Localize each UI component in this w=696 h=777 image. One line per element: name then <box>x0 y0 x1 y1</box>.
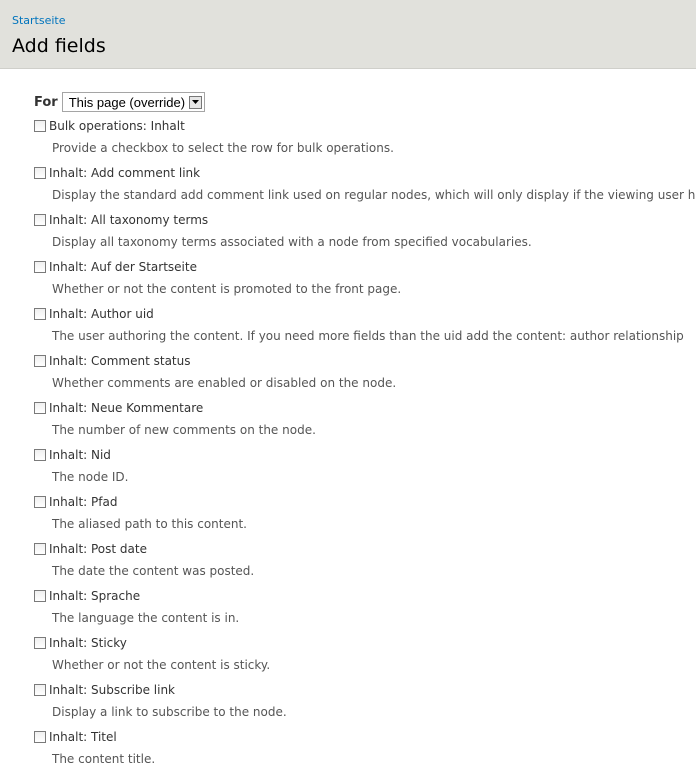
field-label[interactable]: Inhalt: Post date <box>49 542 147 556</box>
field-label[interactable]: Inhalt: Author uid <box>49 307 154 321</box>
field-option <box>34 495 696 542</box>
for-select-value: This page (override) <box>68 94 186 110</box>
field-description: The user authoring the content. If you need more fields than the uid add the content: author relationship <box>52 329 684 343</box>
field-checkbox[interactable] <box>34 637 46 649</box>
field-description: Display the standard add comment link used on regular nodes, which will only display if the viewing user h <box>52 188 696 202</box>
field-description: The aliased path to this content. <box>52 517 247 531</box>
field-option <box>34 213 696 260</box>
field-label[interactable]: Inhalt: Titel <box>49 730 117 744</box>
field-label[interactable]: Inhalt: Neue Kommentare <box>49 401 204 415</box>
field-checkbox[interactable] <box>34 731 46 743</box>
field-checkbox[interactable] <box>34 402 46 414</box>
field-label[interactable]: Inhalt: Pfad <box>49 495 118 509</box>
field-option <box>34 354 696 401</box>
field-label[interactable]: Inhalt: Nid <box>49 448 111 462</box>
field-description: Display all taxonomy terms associated with a node from specified vocabularies. <box>52 235 532 249</box>
chevron-down-icon[interactable] <box>189 96 202 109</box>
field-checkbox[interactable] <box>34 355 46 367</box>
field-checkbox[interactable] <box>34 684 46 696</box>
field-label[interactable]: Inhalt: All taxonomy terms <box>49 213 209 227</box>
field-description: Whether or not the content is promoted to the front page. <box>52 282 402 296</box>
field-checkbox[interactable] <box>34 449 46 461</box>
field-description: Whether comments are enabled or disabled on the node. <box>52 376 397 390</box>
field-checkbox[interactable] <box>34 543 46 555</box>
field-label[interactable]: Inhalt: Auf der Startseite <box>49 260 197 274</box>
field-description: Provide a checkbox to select the row for bulk operations. <box>52 141 394 155</box>
field-description: The date the content was posted. <box>52 564 255 578</box>
field-checkbox[interactable] <box>34 496 46 508</box>
field-checkbox[interactable] <box>34 120 46 132</box>
field-description: The language the content is in. <box>52 611 240 625</box>
field-label[interactable]: Bulk operations: Inhalt <box>49 119 185 133</box>
field-description: Whether or not the content is sticky. <box>52 658 271 672</box>
field-description: The content title. <box>52 752 156 766</box>
field-description: The number of new comments on the node. <box>52 423 316 437</box>
field-checkbox[interactable] <box>34 167 46 179</box>
for-label: For <box>34 94 58 110</box>
field-description: The node ID. <box>52 470 129 484</box>
field-label[interactable]: Inhalt: Sprache <box>49 589 141 603</box>
field-checkbox[interactable] <box>34 308 46 320</box>
field-option <box>34 636 696 683</box>
field-option <box>34 166 696 213</box>
field-checkbox[interactable] <box>34 214 46 226</box>
field-description: Display a link to subscribe to the node. <box>52 705 287 719</box>
field-option <box>34 448 696 495</box>
field-label[interactable]: Inhalt: Add comment link <box>49 166 201 180</box>
field-option <box>34 589 696 636</box>
page-title: Add fields <box>12 35 106 57</box>
field-option <box>34 401 696 448</box>
field-option <box>34 307 696 354</box>
field-label[interactable]: Inhalt: Comment status <box>49 354 191 368</box>
page-header <box>0 0 696 69</box>
breadcrumb-home-link[interactable]: Startseite <box>12 14 66 27</box>
for-select[interactable] <box>62 92 205 112</box>
for-selector-row <box>34 91 205 113</box>
field-option <box>34 542 696 589</box>
field-option <box>34 730 696 777</box>
field-checkbox[interactable] <box>34 590 46 602</box>
field-option <box>34 683 696 730</box>
field-option <box>34 119 696 166</box>
field-checkbox[interactable] <box>34 261 46 273</box>
field-label[interactable]: Inhalt: Sticky <box>49 636 127 650</box>
field-option <box>34 260 696 307</box>
field-label[interactable]: Inhalt: Subscribe link <box>49 683 175 697</box>
